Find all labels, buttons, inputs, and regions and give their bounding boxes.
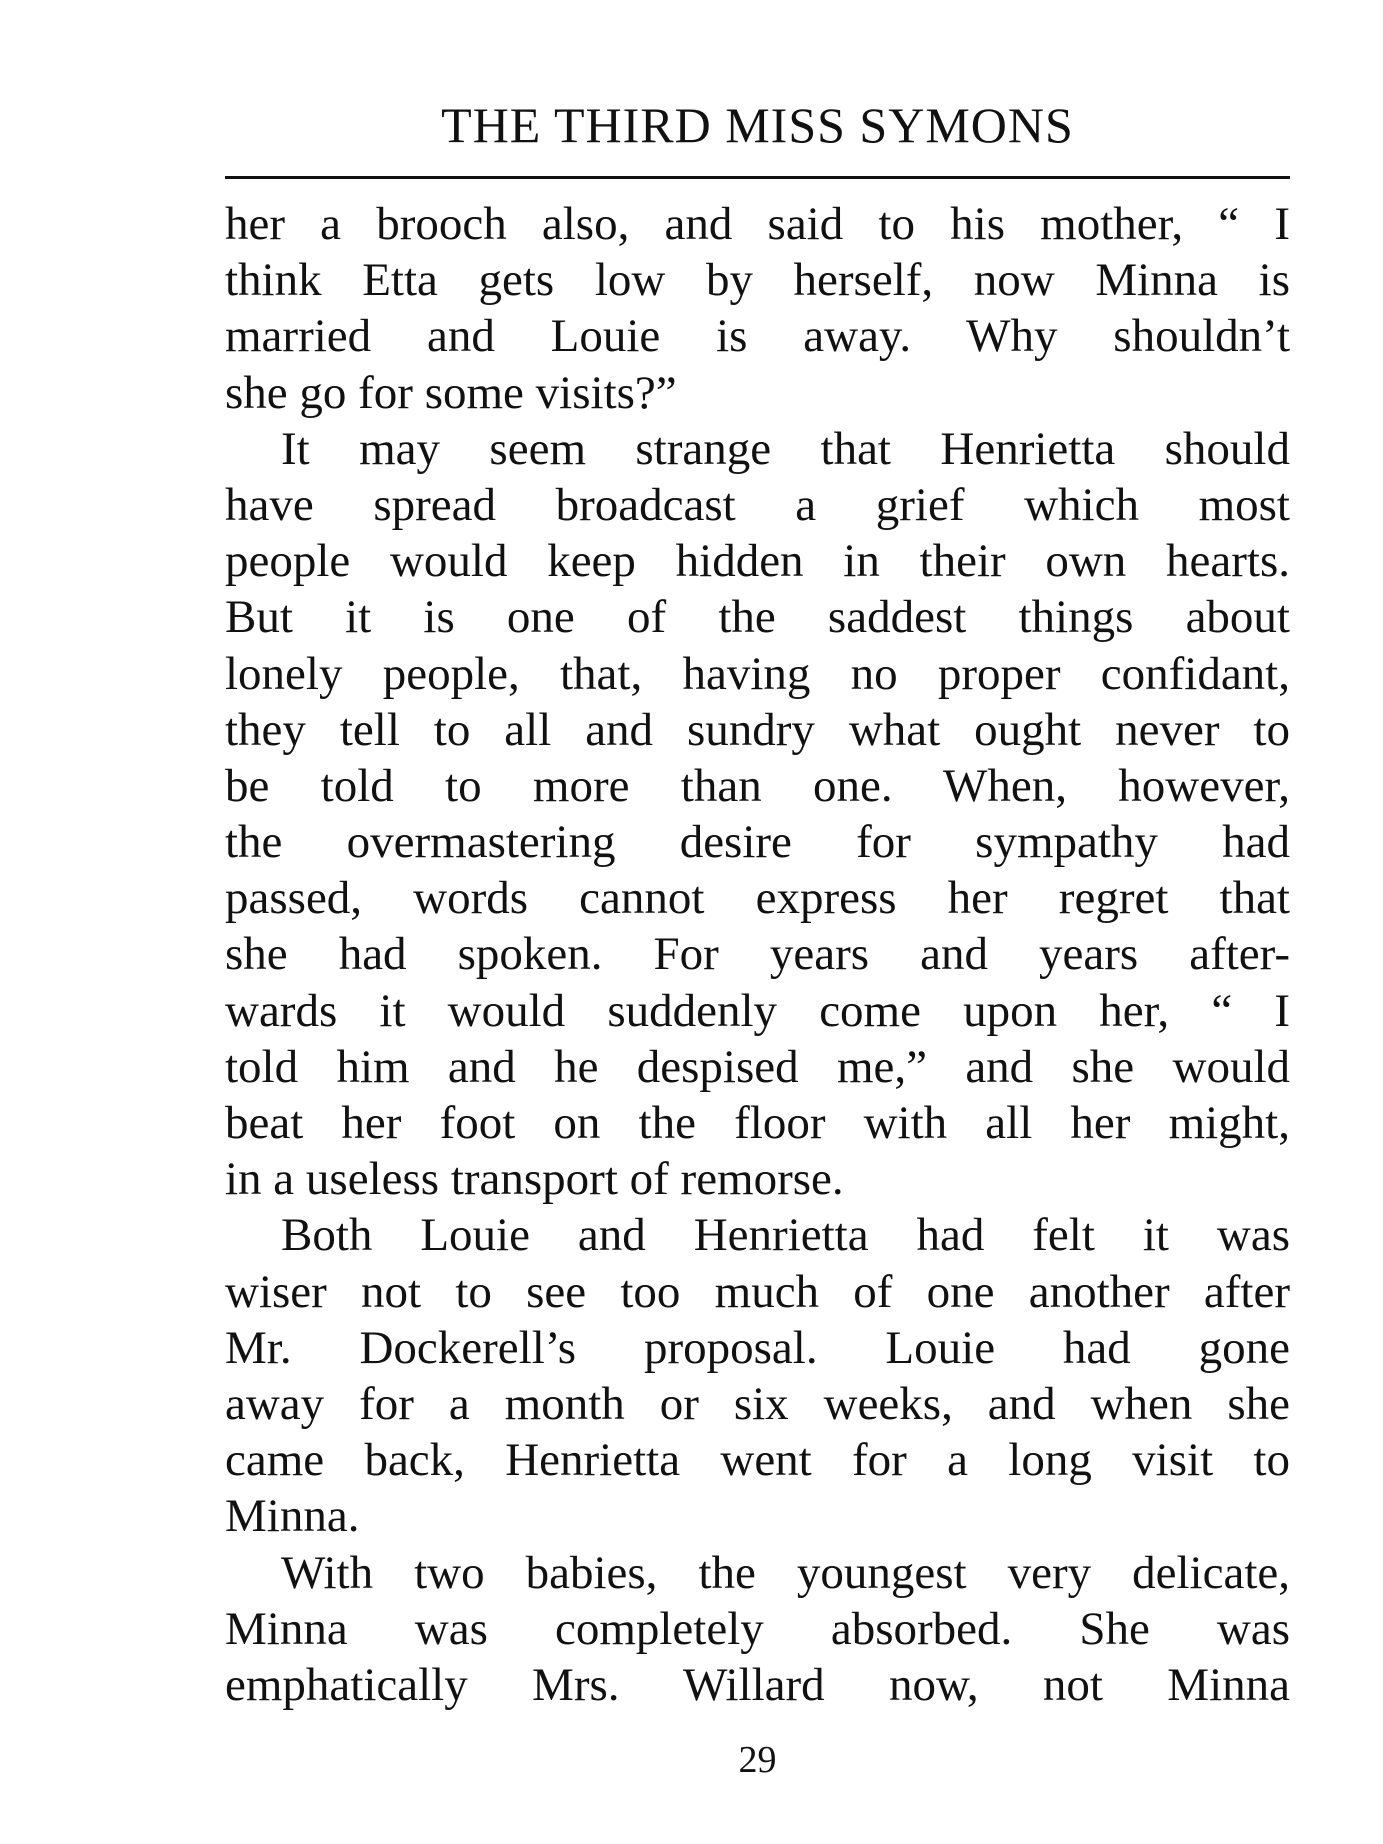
text-line: passed, words cannot express her regret that [225, 872, 1290, 925]
text-line: wards it would suddenly come upon her, “ I [225, 984, 1290, 1037]
body-text [225, 196, 1290, 1713]
text-line: away for a month or six weeks, and when she [225, 1377, 1290, 1430]
text-line: have spread broadcast a grief which most [225, 478, 1290, 531]
text-line: Minna. [225, 1490, 360, 1543]
text-line: Both Louie and Henrietta had felt it was [281, 1209, 1290, 1262]
text-line: people would keep hidden in their own hearts. [225, 535, 1290, 588]
text-line: It may seem strange that Henrietta should [281, 422, 1290, 475]
text-line: beat her foot on the floor with all her might, [225, 1097, 1290, 1149]
text-line: came back, Henrietta went for a long visit to [225, 1434, 1290, 1487]
text-line: her a brooch also, and said to his mother, “ I [225, 198, 1290, 250]
text-line: told him and he despised me,” and she would [225, 1040, 1290, 1093]
page-number: 29 [738, 1739, 777, 1781]
text-line: the overmastering desire for sympathy had [225, 816, 1290, 869]
text-line: she go for some visits?” [225, 366, 677, 419]
text-line: think Etta gets low by herself, now Minna is [225, 254, 1290, 307]
text-line: in a useless transport of remorse. [225, 1153, 844, 1206]
text-line: she had spoken. For years and years after- [225, 928, 1290, 981]
text-line: wiser not to see too much of one another after [225, 1265, 1290, 1318]
text-line: With two babies, the youngest very delicate, [281, 1546, 1290, 1599]
running-head-title: THE THIRD MISS SYMONS [441, 97, 1074, 153]
text-line: they tell to all and sundry what ought never to [225, 703, 1290, 756]
text-line: Mr. Dockerell’s proposal. Louie had gone [225, 1321, 1290, 1374]
header-rule [225, 176, 1290, 179]
text-line: But it is one of the saddest things about [225, 591, 1290, 644]
text-line: Minna was completely absorbed. She was [225, 1602, 1290, 1655]
text-line: be told to more than one. When, however, [225, 759, 1290, 812]
text-line: emphatically Mrs. Willard now, not Minna [225, 1658, 1290, 1711]
text-line: lonely people, that, having no proper confidant, [225, 647, 1290, 700]
text-line: married and Louie is away. Why shouldn’t [225, 310, 1290, 363]
